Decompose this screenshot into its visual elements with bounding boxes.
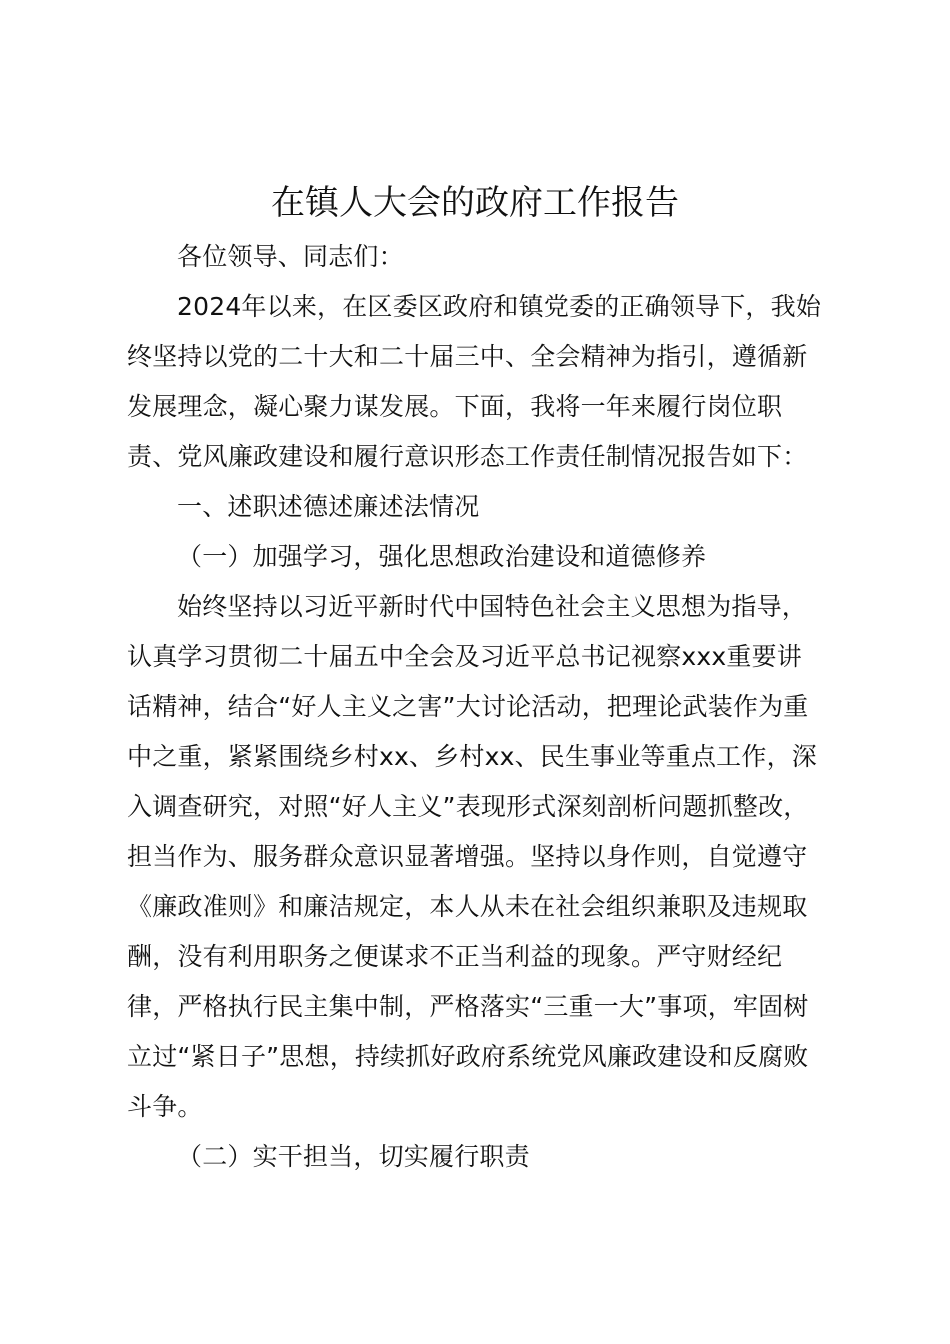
body-paragraph: 始终坚持以习近平新时代中国特色社会主义思想为指导，认真学习贯彻二十届五中全会及习近平总书记视察xxx重要讲话精神，结合“好人主义之害”大讨论活动，把理论武装作为重中之重，紧紧围绕乡村xx、乡村xx、民生事业等重点工作，深入调查研究，对照“好人主义”表现形式深刻剖析问题抓整改，担当作为、服务群众意识显著增强。坚持以身作则，自觉遵守《廉政准则》和廉洁规定，本人从未在社会组织兼职及违规取酬，没有利用职务之便谋求不正当利益的现象。严守财经纪律，严格执行民主集中制，严格落实“三重一大”事项，牢固树立过“紧日子”思想，持续抓好政府系统党风廉政建设和反腐败斗争。 bbox=[127, 592, 817, 1121]
document-title: 在镇人大会的政府工作报告 bbox=[271, 183, 679, 223]
subsection-heading: （一）加强学习，强化思想政治建设和道德修养 bbox=[177, 542, 707, 571]
salutation: 各位领导、同志们： bbox=[177, 242, 404, 271]
document-body bbox=[127, 232, 827, 1182]
section-heading: 一、述职述德述廉述法情况 bbox=[177, 492, 480, 521]
intro-paragraph: 2024年以来，在区委区政府和镇党委的正确领导下，我始终坚持以党的二十大和二十届三中、全会精神为指引，遵循新发展理念，凝心聚力谋发展。下面，我将一年来履行岗位职责、党风廉政建设和履行意识形态工作责任制情况报告如下： bbox=[127, 292, 822, 471]
subsection-heading: （二）实干担当，切实履行职责 bbox=[177, 1142, 530, 1171]
